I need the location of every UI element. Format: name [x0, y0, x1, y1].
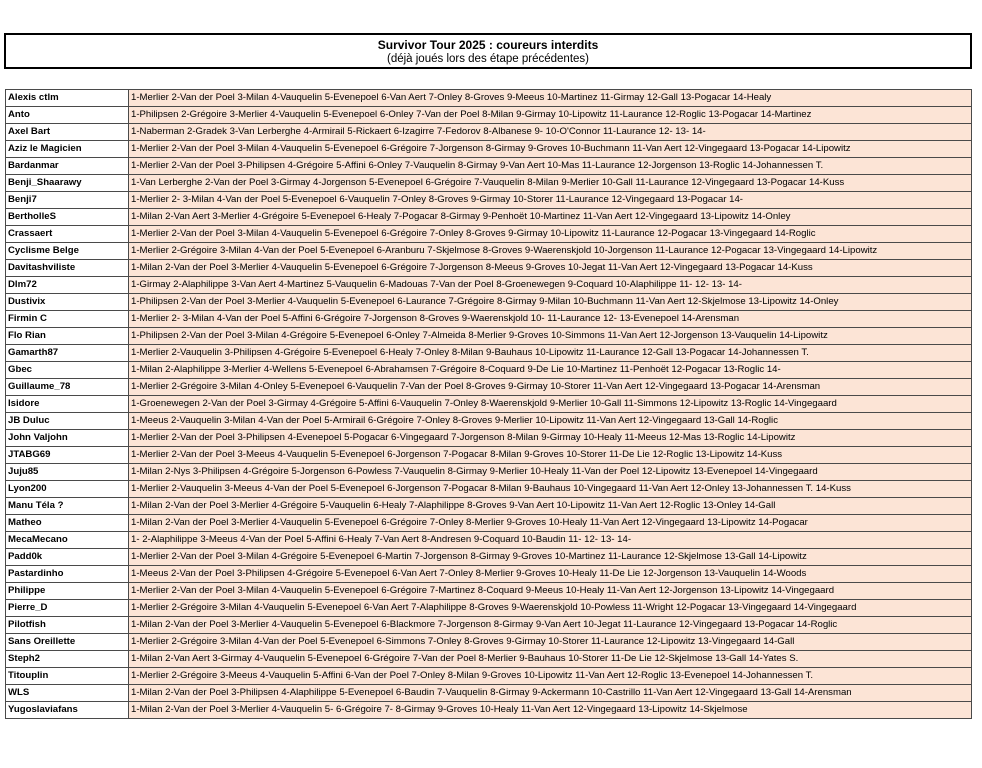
- player-name-cell[interactable]: Gbec: [6, 362, 129, 379]
- table-row: [6, 107, 972, 124]
- forbidden-riders-cell[interactable]: 1-Merlier 2-Van der Poel 3-Philipsen 4-Grégoire 5-Affini 6-Onley 7-Vauquelin 8-Girmay 9-Van Aert 10-Mas 11-Laurance 12-Jorgenson 13-Roglic 14-Johannessen T.: [129, 158, 972, 175]
- table-row: [6, 379, 972, 396]
- player-name-cell[interactable]: BertholleS: [6, 209, 129, 226]
- table-row: [6, 175, 972, 192]
- player-name-cell[interactable]: Pilotfish: [6, 617, 129, 634]
- table-row: [6, 345, 972, 362]
- player-name-cell[interactable]: Pierre_D: [6, 600, 129, 617]
- forbidden-riders-cell[interactable]: 1-Merlier 2-Van der Poel 3-Milan 4-Grégoire 5-Evenepoel 6-Martin 7-Jorgenson 8-Girmay 9-Groves 10-Martinez 11-Laurance 12-Skjelmose 13-Gall 14-Lipowitz: [129, 549, 972, 566]
- table-row: [6, 311, 972, 328]
- forbidden-riders-cell[interactable]: 1-Merlier 2-Grégoire 3-Milan 4-Vauquelin 5-Evenepoel 6-Van Aert 7-Alaphilippe 8-Groves 9-Waerenskjold 10-Powless 11-Wright 12-Pogacar 13-Vingegaard 14-Vingegaard: [129, 600, 972, 617]
- forbidden-riders-cell[interactable]: 1-Milan 2-Van der Poel 3-Merlier 4-Vauquelin 5-Evenepoel 6-Grégoire 7-Jorgenson 8-Meeus 9-Groves 10-Jegat 11-Van Aert 12-Vingegaard 13-Pogacar 14-Kuss: [129, 260, 972, 277]
- table-row: [6, 226, 972, 243]
- player-name-cell[interactable]: JB Duluc: [6, 413, 129, 430]
- table-row: [6, 532, 972, 549]
- forbidden-riders-cell[interactable]: 1-Philipsen 2-Grégoire 3-Merlier 4-Vauquelin 5-Evenepoel 6-Onley 7-Van der Poel 8-Milan 9-Girmay 10-Lipowitz 11-Laurance 12-Roglic 13-Pogacar 14-Martinez: [129, 107, 972, 124]
- table-row: [6, 600, 972, 617]
- player-name-cell[interactable]: Matheo: [6, 515, 129, 532]
- riders-table-body: [6, 90, 972, 719]
- forbidden-riders-cell[interactable]: 1-Merlier 2- 3-Milan 4-Van der Poel 5-Affini 6-Grégoire 7-Jorgenson 8-Groves 9-Waerenskjold 10- 11-Laurance 12- 13-Evenepoel 14-Arensman: [129, 311, 972, 328]
- table-row: [6, 141, 972, 158]
- forbidden-riders-cell[interactable]: 1-Milan 2-Van Aert 3-Girmay 4-Vauquelin 5-Evenepoel 6-Grégoire 7-Van der Poel 8-Merlier 9-Bauhaus 10-Storer 11-De Lie 12-Skjelmose 13-Gall 14-Yates S.: [129, 651, 972, 668]
- table-row: [6, 634, 972, 651]
- table-row: [6, 209, 972, 226]
- player-name-cell[interactable]: Philippe: [6, 583, 129, 600]
- table-row: [6, 668, 972, 685]
- forbidden-riders-cell[interactable]: 1-Merlier 2-Van der Poel 3-Milan 4-Vauquelin 5-Evenepoel 6-Grégoire 7-Jorgenson 8-Girmay 9-Groves 10-Buchmann 11-Van Aert 12-Vingegaard 13-Pogacar 14-Lipowitz: [129, 141, 972, 158]
- riders-table: [5, 89, 972, 719]
- forbidden-riders-cell[interactable]: 1-Milan 2-Nys 3-Philipsen 4-Grégoire 5-Jorgenson 6-Powless 7-Vauquelin 8-Girmay 9-Merlier 10-Healy 11-Van der Poel 12-Lipowitz 13-Evenepoel 14-Vingegaard: [129, 464, 972, 481]
- forbidden-riders-cell[interactable]: 1-Philipsen 2-Van der Poel 3-Merlier 4-Vauquelin 5-Evenepoel 6-Laurance 7-Grégoire 8-Girmay 9-Milan 10-Buchmann 11-Van Aert 12-Skjelmose 13-Lipowitz 14-Onley: [129, 294, 972, 311]
- forbidden-riders-cell[interactable]: 1-Milan 2-Van der Poel 3-Philipsen 4-Alaphilippe 5-Evenepoel 6-Baudin 7-Vauquelin 8-Girmay 9-Ackermann 10-Castrillo 11-Van Aert 12-Vingegaard 13-Gall 14-Arensman: [129, 685, 972, 702]
- player-name-cell[interactable]: Padd0k: [6, 549, 129, 566]
- table-row: [6, 651, 972, 668]
- forbidden-riders-cell[interactable]: 1-Naberman 2-Gradek 3-Van Lerberghe 4-Armirail 5-Rickaert 6-Izagirre 7-Fedorov 8-Albanese 9- 10-O'Connor 11-Laurance 12- 13- 14-: [129, 124, 972, 141]
- player-name-cell[interactable]: Firmin C: [6, 311, 129, 328]
- table-row: [6, 566, 972, 583]
- player-name-cell[interactable]: Lyon200: [6, 481, 129, 498]
- player-name-cell[interactable]: Isidore: [6, 396, 129, 413]
- player-name-cell[interactable]: Pastardinho: [6, 566, 129, 583]
- table-row: [6, 294, 972, 311]
- forbidden-riders-cell[interactable]: 1-Merlier 2-Vauquelin 3-Meeus 4-Van der Poel 5-Evenepoel 6-Jorgenson 7-Pogacar 8-Milan 9-Bauhaus 10-Vingegaard 11-Van Aert 12-Onley 13-Johannessen T. 14-Kuss: [129, 481, 972, 498]
- table-row: [6, 498, 972, 515]
- player-name-cell[interactable]: Gamarth87: [6, 345, 129, 362]
- table-row: [6, 243, 972, 260]
- table-row: [6, 260, 972, 277]
- sheet-title-box: [4, 33, 972, 69]
- player-name-cell[interactable]: Alexis ctlm: [6, 90, 129, 107]
- table-row: [6, 277, 972, 294]
- table-row: [6, 617, 972, 634]
- forbidden-riders-cell[interactable]: 1-Groenewegen 2-Van der Poel 3-Girmay 4-Grégoire 5-Affini 6-Vauquelin 7-Onley 8-Waerenskjold 9-Merlier 10-Gall 11-Simmons 12-Lipowitz 13-Roglic 14-Vingegaard: [129, 396, 972, 413]
- player-name-cell[interactable]: Sans Oreillette: [6, 634, 129, 651]
- forbidden-riders-cell[interactable]: 1-Van Lerberghe 2-Van der Poel 3-Girmay 4-Jorgenson 5-Evenepoel 6-Grégoire 7-Vauquelin 8-Milan 9-Merlier 10-Gall 11-Laurance 12-Vingegaard 13-Pogacar 14-Kuss: [129, 175, 972, 192]
- table-row: [6, 549, 972, 566]
- player-name-cell[interactable]: Dlm72: [6, 277, 129, 294]
- player-name-cell[interactable]: Anto: [6, 107, 129, 124]
- forbidden-riders-cell[interactable]: 1-Merlier 2-Grégoire 3-Milan 4-Van der Poel 5-Evenepoel 6-Simmons 7-Onley 8-Groves 9-Girmay 10-Storer 11-Laurance 12-Lipowitz 13-Vingegaard 14-Gall: [129, 634, 972, 651]
- table-row: [6, 447, 972, 464]
- forbidden-riders-cell[interactable]: 1-Milan 2-Alaphilippe 3-Merlier 4-Wellens 5-Evenepoel 6-Abrahamsen 7-Grégoire 8-Coquard 9-De Lie 10-Martinez 11-Penhoët 12-Pogacar 13-Roglic 14-: [129, 362, 972, 379]
- forbidden-riders-cell[interactable]: 1-Milan 2-Van der Poel 3-Merlier 4-Vauquelin 5- 6-Grégoire 7- 8-Girmay 9-Groves 10-Healy 11-Van Aert 12-Vingegaard 13-Lipowitz 14-Skjelmose: [129, 702, 972, 719]
- forbidden-riders-cell[interactable]: 1-Milan 2-Van Aert 3-Merlier 4-Grégoire 5-Evenepoel 6-Healy 7-Pogacar 8-Girmay 9-Penhoët 10-Martinez 11-Van Aert 12-Vingegaard 13-Lipowitz 14-Onley: [129, 209, 972, 226]
- forbidden-riders-cell[interactable]: 1-Merlier 2-Grégoire 3-Meeus 4-Vauquelin 5-Affini 6-Van der Poel 7-Onley 8-Milan 9-Groves 10-Lipowitz 11-Van Aert 12-Roglic 13-Evenepoel 14-Johannessen T.: [129, 668, 972, 685]
- table-row: [6, 90, 972, 107]
- forbidden-riders-cell[interactable]: 1-Meeus 2-Van der Poel 3-Philipsen 4-Grégoire 5-Evenepoel 6-Van Aert 7-Onley 8-Merlier 9-Groves 10-Healy 11-De Lie 12-Jorgenson 13-Vauquelin 14-Woods: [129, 566, 972, 583]
- player-name-cell[interactable]: Flo Rian: [6, 328, 129, 345]
- forbidden-riders-cell[interactable]: 1- 2-Alaphilippe 3-Meeus 4-Van der Poel 5-Affini 6-Healy 7-Van Aert 8-Andresen 9-Coquard 10-Baudin 11- 12- 13- 14-: [129, 532, 972, 549]
- sheet-subtitle: (déjà joués lors des étape précédentes): [386, 53, 589, 65]
- forbidden-riders-cell[interactable]: 1-Merlier 2-Grégoire 3-Milan 4-Van der Poel 5-Evenepoel 6-Aranburu 7-Skjelmose 8-Groves 9-Waerenskjold 10-Jorgenson 11-Laurance 12-Pogacar 13-Vingegaard 14-Lipowitz: [129, 243, 972, 260]
- forbidden-riders-cell[interactable]: 1-Meeus 2-Vauquelin 3-Milan 4-Van der Poel 5-Armirail 6-Grégoire 7-Onley 8-Groves 9-Merlier 10-Lipowitz 11-Van Aert 12-Vingegaard 13-Gall 14-Roglic: [129, 413, 972, 430]
- forbidden-riders-cell[interactable]: 1-Merlier 2-Van der Poel 3-Milan 4-Vauquelin 5-Evenepoel 6-Grégoire 7-Martinez 8-Coquard 9-Meeus 10-Healy 11-Van Aert 12-Jorgenson 13-Lipowitz 14-Vingegaard: [129, 583, 972, 600]
- table-row: [6, 158, 972, 175]
- player-name-cell[interactable]: Aziz le Magicien: [6, 141, 129, 158]
- player-name-cell[interactable]: Steph2: [6, 651, 129, 668]
- forbidden-riders-cell[interactable]: 1-Milan 2-Van der Poel 3-Merlier 4-Vauquelin 5-Evenepoel 6-Grégoire 7-Onley 8-Merlier 9-Groves 10-Healy 11-Van Aert 12-Vingegaard 13-Lipowitz 14-Pogacar: [129, 515, 972, 532]
- forbidden-riders-cell[interactable]: 1-Philipsen 2-Van der Poel 3-Milan 4-Grégoire 5-Evenepoel 6-Onley 7-Almeida 8-Merlier 9-Groves 10-Simmons 11-Van Aert 12-Jorgenson 13-Vauquelin 14-Lipowitz: [129, 328, 972, 345]
- forbidden-riders-cell[interactable]: 1-Merlier 2-Vauquelin 3-Philipsen 4-Grégoire 5-Evenepoel 6-Healy 7-Onley 8-Milan 9-Bauhaus 10-Lipowitz 11-Laurance 12-Gall 13-Pogacar 14-Johannessen T.: [129, 345, 972, 362]
- player-name-cell[interactable]: Crassaert: [6, 226, 129, 243]
- table-row: [6, 362, 972, 379]
- table-row: [6, 430, 972, 447]
- player-name-cell[interactable]: John Valjohn: [6, 430, 129, 447]
- player-name-cell[interactable]: Juju85: [6, 464, 129, 481]
- forbidden-riders-cell[interactable]: 1-Milan 2-Van der Poel 3-Merlier 4-Grégoire 5-Vauquelin 6-Healy 7-Alaphilippe 8-Groves 9-Van Aert 10-Lipowitz 11-Van Aert 12-Roglic 13-Onley 14-Gall: [129, 498, 972, 515]
- player-name-cell[interactable]: Titouplin: [6, 668, 129, 685]
- table-row: [6, 192, 972, 209]
- table-row: [6, 515, 972, 532]
- table-row: [6, 583, 972, 600]
- table-row: [6, 464, 972, 481]
- table-row: [6, 396, 972, 413]
- table-row: [6, 124, 972, 141]
- player-name-cell[interactable]: WLS: [6, 685, 129, 702]
- player-name-cell[interactable]: Manu Téla ?: [6, 498, 129, 515]
- forbidden-riders-cell[interactable]: 1-Milan 2-Van der Poel 3-Merlier 4-Vauquelin 5-Evenepoel 6-Blackmore 7-Jorgenson 8-Girmay 9-Van Aert 10-Jegat 11-Laurance 12-Vingegaard 13-Pogacar 14-Roglic: [129, 617, 972, 634]
- player-name-cell[interactable]: Yugoslaviafans: [6, 702, 129, 719]
- player-name-cell[interactable]: MecaMecano: [6, 532, 129, 549]
- forbidden-riders-cell[interactable]: 1-Merlier 2-Van der Poel 3-Philipsen 4-Evenepoel 5-Pogacar 6-Vingegaard 7-Jorgenson 8-Milan 9-Girmay 10-Healy 11-Meeus 12-Mas 13-Roglic 14-Lipowitz: [129, 430, 972, 447]
- table-row: [6, 328, 972, 345]
- forbidden-riders-cell[interactable]: 1-Merlier 2-Van der Poel 3-Milan 4-Vauquelin 5-Evenepoel 6-Grégoire 7-Onley 8-Groves 9-Girmay 10-Lipowitz 11-Laurance 12-Pogacar 13-Vingegaard 14-Roglic: [129, 226, 972, 243]
- player-name-cell[interactable]: Bardanmar: [6, 158, 129, 175]
- player-name-cell[interactable]: Axel Bart: [6, 124, 129, 141]
- player-name-cell[interactable]: Dustivix: [6, 294, 129, 311]
- player-name-cell[interactable]: Davitashviliste: [6, 260, 129, 277]
- forbidden-riders-cell[interactable]: 1-Merlier 2- 3-Milan 4-Van der Poel 5-Evenepoel 6-Vauquelin 7-Onley 8-Groves 9-Girmay 10-Storer 11-Laurance 12-Vingegaard 13-Pogacar 14-: [129, 192, 972, 209]
- sheet-title: Survivor Tour 2025 : coureurs interdits: [377, 38, 599, 52]
- forbidden-riders-cell[interactable]: 1-Merlier 2-Van der Poel 3-Meeus 4-Vauquelin 5-Evenepoel 6-Jorgenson 7-Pogacar 8-Milan 9-Groves 10-Storer 11-De Lie 12-Roglic 13-Lipowitz 14-Kuss: [129, 447, 972, 464]
- forbidden-riders-cell[interactable]: 1-Merlier 2-Grégoire 3-Milan 4-Onley 5-Evenepoel 6-Vauquelin 7-Van der Poel 8-Groves 9-Girmay 10-Storer 11-Van Aert 12-Vingegaard 13-Pogacar 14-Arensman: [129, 379, 972, 396]
- table-row: [6, 413, 972, 430]
- table-row: [6, 481, 972, 498]
- player-name-cell[interactable]: Benji_Shaarawy: [6, 175, 129, 192]
- table-row: [6, 702, 972, 719]
- forbidden-riders-cell[interactable]: 1-Girmay 2-Alaphilippe 3-Van Aert 4-Martinez 5-Vauquelin 6-Madouas 7-Van der Poel 8-Groenewegen 9-Coquard 10-Alaphilippe 11- 12- 13- 14-: [129, 277, 972, 294]
- forbidden-riders-cell[interactable]: 1-Merlier 2-Van der Poel 3-Milan 4-Vauquelin 5-Evenepoel 6-Van Aert 7-Onley 8-Groves 9-Meeus 10-Martinez 11-Girmay 12-Gall 13-Pogacar 14-Healy: [129, 90, 972, 107]
- player-name-cell[interactable]: Guillaume_78: [6, 379, 129, 396]
- player-name-cell[interactable]: Cyclisme Belge: [6, 243, 129, 260]
- table-row: [6, 685, 972, 702]
- player-name-cell[interactable]: Benji7: [6, 192, 129, 209]
- player-name-cell[interactable]: JTABG69: [6, 447, 129, 464]
